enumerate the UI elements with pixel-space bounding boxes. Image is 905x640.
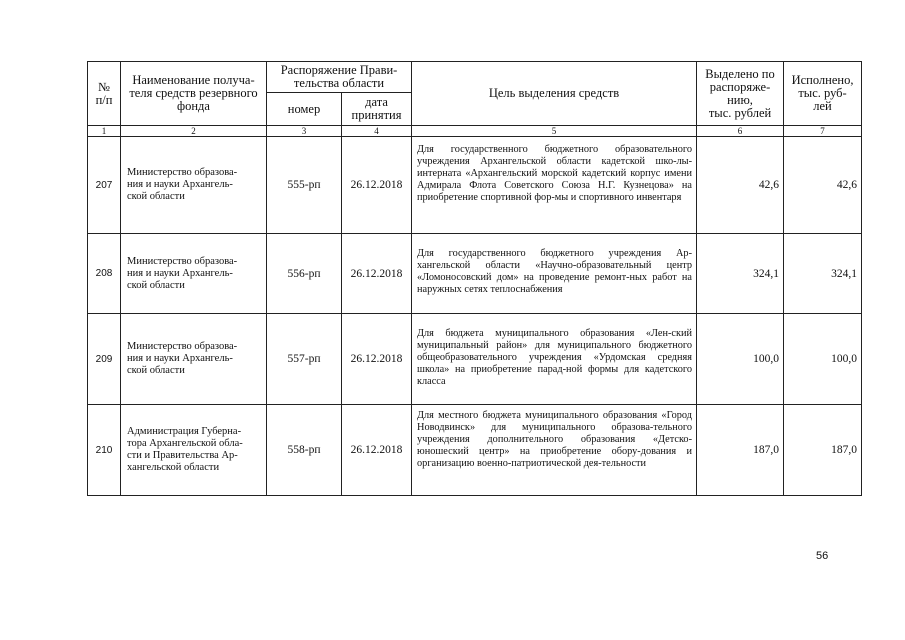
header-recipient: Наименование получа- теля средств резервного фонда [121, 62, 267, 126]
order-number: 558-рп [267, 405, 342, 496]
executed-amount: 324,1 [784, 234, 862, 314]
header-executed: Исполнено, тыс. руб- лей [784, 62, 862, 126]
page-number: 56 [816, 550, 829, 562]
recipient-name: Министерство образова- ния и науки Архангель- ской области [121, 234, 267, 314]
allocated-amount: 187,0 [697, 405, 784, 496]
column-index: 2 [121, 126, 267, 137]
allocated-amount: 42,6 [697, 137, 784, 234]
table-row [88, 137, 862, 234]
order-date: 26.12.2018 [342, 314, 412, 405]
header-order-date: дата принятия [342, 93, 412, 126]
column-index: 4 [342, 126, 412, 137]
table-row [88, 234, 862, 314]
table-row [88, 405, 862, 496]
purpose-text: Для государственного бюджетного образовательного учреждения Архангельской области кадетской шко-лы-интерната «Архангельский морской кадетский корпус имени Адмирала Флота Советского Союза Н.Г. Кузнецова» на приобретение спортивной фор-мы и спортивного инвентаря [412, 137, 697, 234]
row-number: 210 [88, 405, 121, 496]
recipient-name: Министерство образова- ния и науки Архангель- ской области [121, 137, 267, 234]
column-index: 7 [784, 126, 862, 137]
reserve-fund-table [87, 61, 862, 496]
order-number: 555-рп [267, 137, 342, 234]
table-header [88, 62, 862, 137]
header-allocated: Выделено по распоряже- нию, тыс. рублей [697, 62, 784, 126]
column-index: 5 [412, 126, 697, 137]
executed-amount: 42,6 [784, 137, 862, 234]
order-date: 26.12.2018 [342, 405, 412, 496]
purpose-text: Для бюджета муниципального образования «Лен-ский муниципальный район» для муниципального бюджетного общеобразовательного учреждения «Урдомская средняя школа» на приобретение парад-ной формы для кадетского класса [412, 314, 697, 405]
allocated-amount: 324,1 [697, 234, 784, 314]
column-index: 1 [88, 126, 121, 137]
table-row [88, 314, 862, 405]
order-date: 26.12.2018 [342, 234, 412, 314]
column-index: 3 [267, 126, 342, 137]
purpose-text: Для государственного бюджетного учреждения Ар-хангельской области «Научно-образовательный центр «Ломоносовский дом» на проведение ремонт-ных работ на наружных сетях теплоснабжения [412, 234, 697, 314]
table-body [88, 137, 862, 496]
executed-amount: 100,0 [784, 314, 862, 405]
order-number: 556-рп [267, 234, 342, 314]
purpose-text: Для местного бюджета муниципального образования «Город Новодвинск» для муниципального образова-тельного учреждения дополнительного образования «Детско-юношеский центр» на приобретение обору-дования и организацию военно-патриотической дея-тельности [412, 405, 697, 496]
row-number: 207 [88, 137, 121, 234]
column-index: 6 [697, 126, 784, 137]
row-number: 209 [88, 314, 121, 405]
header-order-number: номер [267, 93, 342, 126]
column-index-row [88, 126, 862, 137]
row-number: 208 [88, 234, 121, 314]
header-order-group: Распоряжение Прави- тельства области [267, 62, 412, 93]
order-number: 557-рп [267, 314, 342, 405]
header-num: № п/п [88, 62, 121, 126]
recipient-name: Администрация Губерна- тора Архангельской обла- сти и Правительства Ар- хангельской области [121, 405, 267, 496]
order-date: 26.12.2018 [342, 137, 412, 234]
header-purpose: Цель выделения средств [412, 62, 697, 126]
allocated-amount: 100,0 [697, 314, 784, 405]
executed-amount: 187,0 [784, 405, 862, 496]
recipient-name: Министерство образова- ния и науки Архангель- ской области [121, 314, 267, 405]
